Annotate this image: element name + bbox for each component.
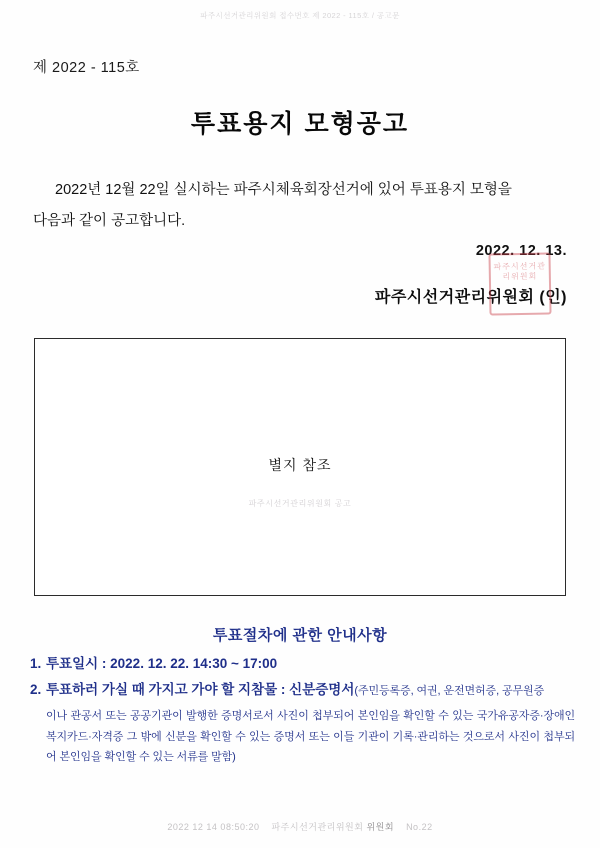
list-item-main: 투표하러 가실 때 가지고 가야 할 지참물 : 신분증명서: [46, 682, 355, 697]
footer-page-number: No.22: [406, 822, 433, 832]
issuer-name: 파주시선거관리위원회 (인): [374, 289, 567, 306]
list-item-paren: (주민등록증, 여권, 운전면허증, 공무원증: [354, 685, 545, 697]
footer-office-dark: 위원회: [366, 822, 395, 832]
scan-header-text: 파주시선거관리위원회 접수번호 제 2022 - 115호 / 공고문: [200, 11, 400, 20]
list-item-continuation: 이나 관공서 또는 공공기관이 발행한 증명서로서 사진이 첩부되어 본인임을 확인할 수 있는 국가유공자증·장애인복지카드·자격증 그 밖에 신분을 확인할 수 있는 증명서 또는 이들 기관이 기록·관리하는 것으로서 사진이 첩부되어 본인임을 확인할 수 있는 서류를 말함): [46, 710, 575, 763]
issue-date: 2022. 12. 13.: [475, 243, 567, 259]
page-title: 투표용지 모형공고: [190, 110, 410, 138]
official-seal-stamp: 파주시선거관리위원회: [488, 252, 551, 315]
notice-list: [30, 653, 575, 768]
document-body: [33, 175, 567, 237]
body-line-1: 2022년 12월 22일 실시하는 파주시체육회장선거에 있어 투표용지 모형을: [55, 182, 512, 198]
footer-office: 파주시선거관리위원회: [271, 822, 364, 832]
ballot-box-watermark: 파주시선거관리위원회 공고: [248, 499, 352, 508]
notice-title: 투표절차에 관한 안내사항: [212, 627, 388, 644]
list-item-text: [46, 679, 575, 702]
footer-timestamp: 2022 12 14 08:50:20: [167, 822, 260, 832]
list-item: [30, 679, 575, 702]
list-item-number: 1.: [30, 656, 42, 671]
scan-footer: [0, 820, 600, 833]
list-item-text: 투표일시 : 2022. 12. 22. 14:30 ~ 17:00: [46, 656, 278, 671]
body-line-2: 다음과 같이 공고합니다.: [33, 213, 186, 229]
list-item-number: 2.: [30, 682, 42, 697]
document-number: 제 2022 - 115호: [33, 60, 140, 76]
ballot-box-label: 별지 참조: [268, 457, 332, 473]
list-item: [30, 653, 575, 675]
